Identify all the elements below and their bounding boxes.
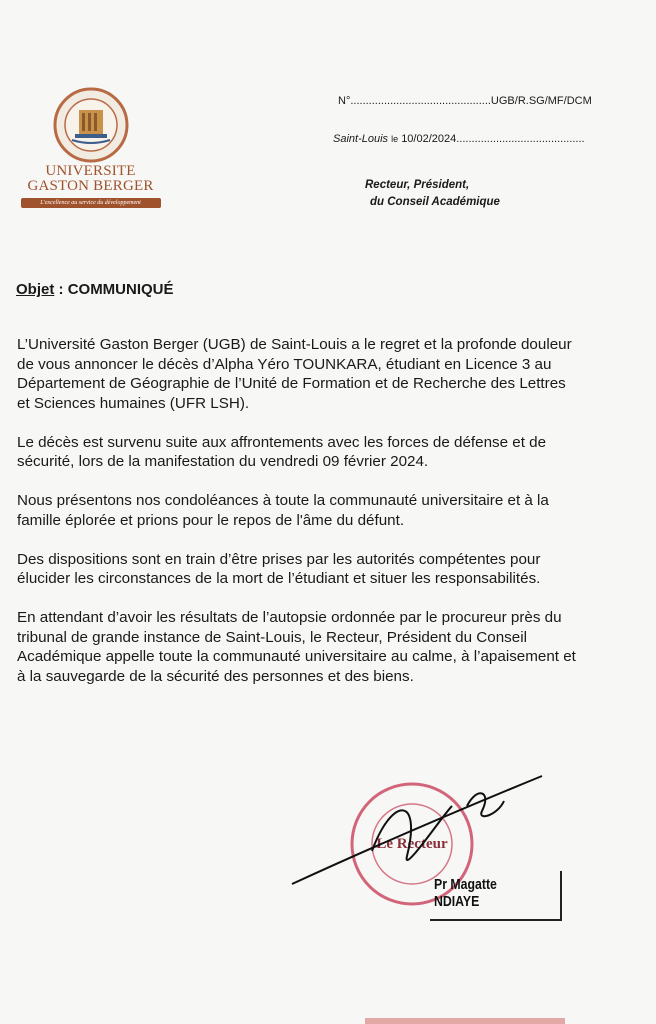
stamp-center-text: Le Recteur — [376, 836, 448, 852]
logo-tagline: L'excellence au service du développement — [21, 198, 161, 208]
page-bottom-stamp-fragment — [365, 1018, 565, 1024]
body-paragraph-4: Des dispositions sont en train d’être prises par les autorités compétentes pour élucider les circonstances de la mort de l’étudiant et situer les responsabilités. — [17, 550, 541, 587]
subject-line — [16, 281, 174, 298]
signature-block — [282, 766, 562, 916]
date-value: 10/02/2024.......................................... — [401, 133, 585, 145]
subject-value: COMMUNIQUÉ — [67, 281, 174, 298]
issuer-line2: du Conseil Académique — [370, 196, 500, 208]
issuer-line1: Recteur, Président, — [365, 179, 470, 191]
university-seal-icon — [52, 86, 130, 164]
body-paragraph-5: En attendant d’avoir les résultats de l’autopsie ordonnée par le procureur près du tribunal de grande instance de Saint-Louis, le Recteur, Président du Conseil Académique appelle toute la communauté universitaire au calme, à l’apaisement et à la sauvegarde de la sécurité des personnes et des biens. — [17, 609, 576, 685]
body-paragraph-2: Le décès est survenu suite aux affrontements avec les forces de défense et de sécurité, lors de la manifestation du vendredi 09 février 2024. — [17, 433, 547, 470]
body-paragraph-1: L’Université Gaston Berger (UGB) de Saint-Louis a le regret et la profonde douleur de vous annoncer le décès d’Alpha Yéro TOUNKARA, étudiant en Licence 3 au Département de Géographie de l’Unité de Formation et de Recherche des Lettres et Sciences humaines (UFR LSH). — [17, 336, 572, 412]
logo-name-line1: UNIVERSITE — [45, 163, 136, 179]
date-city: Saint-Louis — [333, 133, 389, 145]
signatory-name: Pr Magatte NDIAYE — [434, 876, 497, 910]
university-logo — [18, 86, 163, 208]
body-paragraph-3: Nous présentons nos condoléances à toute la communauté universitaire et à la famille éplorée et prions pour le repos de l'âme du défunt. — [17, 492, 549, 529]
reference-number: N°..............................................UGB/R.SG/MF/DCM — [338, 95, 592, 107]
subject-separator: : — [54, 281, 68, 298]
issuer-block — [365, 177, 500, 211]
communique-body — [17, 335, 577, 706]
date-line — [333, 133, 585, 145]
subject-label: Objet — [16, 281, 55, 298]
logo-name-line2: GASTON BERGER — [27, 178, 154, 194]
date-le: le — [391, 134, 399, 144]
